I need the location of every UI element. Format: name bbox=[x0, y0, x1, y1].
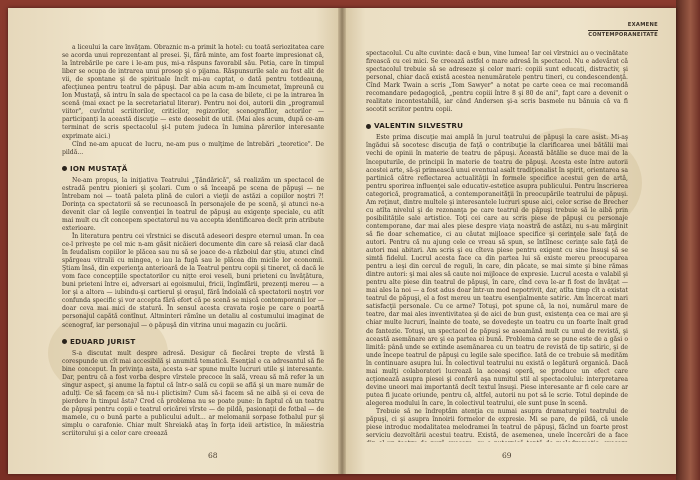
bullet-icon bbox=[62, 339, 67, 344]
paragraph: a liceului la care învăţam. Obraznic m-a primit la hotel: cu toată seriozitatea care se acorda unui reprezentant al presei. Şi, fără minte, am fost foarte impresionat că, la întrebările pe care i le-am pus, mi-a răspuns favorabil său. Petia, care în timpul liber se ocupa de intrarea unui prosop şi o pijama. Răspunsurile sale au fost alit de vii, de spontane şi de spirituale încît mi-au captat, o dată pentru totdeauna, afecţiunea pentru teatrul de păpuşi. Dar abia acum m-am încumetat, împreună cu Ion Mustaţă, să intru în sala de spectacol ca pe la casa de bilete, ci pe la intrarea în scenă (mai exact pe la secretariatul literar). Pentru noi doi, autorii din „programul viitor", cuvîntul scriitorilor, criticilor, regizorilor, scenografilor, actorilor — participanţi la această discuţie — este deosebit de util. (Mai ales acum, după ce-am terminat de scris spectacolul şi-l putem judeca în lumina părerilor interesante exprimate aici.) bbox=[62, 44, 324, 140]
paragraph: În literatura pentru cei vîrstnici se discută adeseori despre eternul uman. În cea ce-l priveşte pe cel mic n-am găsit nicăieri documente din care să reiasă clar dacă în feudalism copiilor le plăcea sau nu să se joace de-a războiul dar ştiu, atunci cînd spărgeau vitralii cu mingea, o iau la fugă sau le plăcea din micile lor economii. Ştiam însă, din experienţa anterioară de la Teatrul pentru copii şi tineret, că dacă le vom face concepţiile spectatorilor cu niţte eroi veseli, buni prieteni cu învăţătura, buni prieteni între ei, adversari ai egoismului, fricii, îngîmfării, prezenţi mereu — a lor şi a altora — iubindu-şi cartierul şi oraşul, fără îndoială că spectatorii noştri vor confunda specific şi vor accepta fără efort că pe scenă se mişcă contemporanii lor — doar ceva mai mici de statură. În sensul acesta cravata roşie pe care o poartă personajul capătă contînut. Altminteri rămîne un detaliu al costumului imaginat de scenograf, iar personajul — o păpuşă din vitrina unui magazin cu jucării. bbox=[62, 232, 324, 329]
left-page-number: 68 bbox=[208, 451, 218, 460]
bullet-icon bbox=[366, 124, 371, 129]
running-head-rule bbox=[588, 30, 658, 31]
paragraph: Cînd ne-am apucat de lucru, ne-am pus o mulţime de întrebări „teoretice". De pildă... bbox=[62, 140, 324, 156]
book-gutter bbox=[338, 8, 346, 474]
paragraph: spectacolul. Cu alte cuvinte: dacă e bun, vine lumea! Iar cei vîrstnici au o vecinătate firească cu cei mici. Se creează astfel o mare adresă în spectacol. Nu e adevărat că spectacolul trebuie sǎ se adreseze şi celor mari: copiii sunt educați, distractiv, şi personal, chiar dacă există acestea nenumăratele pentru tineri, cu condescendenţă. Cînd Mark Twain a scris „Tom Sawyer" a notat pe carte ceea ce mai recomandă recomandare pedagogică, „pentru copiii între 8 şi 80 de ani", fapt care a devenit o realitate incontestabilă, iar când Andersen şi-a scris basmele nu bănuia că va fi socotit scriitor pentru copii. bbox=[366, 50, 628, 114]
right-page-number: 69 bbox=[502, 451, 512, 460]
section-heading bbox=[366, 121, 628, 130]
book-cover-edge bbox=[676, 0, 700, 480]
right-page-text bbox=[366, 50, 628, 442]
running-head-line1: EXAMENE bbox=[627, 22, 658, 28]
book-spread bbox=[8, 8, 676, 474]
paragraph: Este prima discuţie mai amplă în jurul teatrului de păpuşi la care asist. Mi-aş îngădui să socotesc discuţia de faţă o contribuţie la clarificarea unei bătălii mai vechi de opinii în materie de teatru de păpuşi. Această bătălie se duce mai de la începuturile, de principii în materie de teatru de păpuşi. Acesta este între autorii acestei arte, să-şi primească unui eventual asalt tradiţionalist în spirit, orientarea sa partinică către reflectarea actualităţii în formele specifice acestui gen de artă, pentru sporirea influenţei sale educativ-estetice asupra publicului. Pentru înscrierea categorică, programatică, a contemporaneităţii în preocupările teatrului de păpuşi. Am reţinut, dintre multele şi interesantele lucruri spuse aici, celor scrise de Brecher cu atîta nivelul şi de rezonanţa pe care teatrul de păpuşi trebuie să le aibă prin posibilitățile sale artistice. Toţi cei care au scris piese de păpuşi cu personaje contemporane, dar mai ales piese despre viaţa noastră de astăzi, nu s-au mărginit să fie doar schematice, ci au căutat mijloace specifice şi cerinţele sale faţă de autori. Pentru că nu ajung cele ce vreau să spun, se întîlnesc cerinţe sale faţă de autori mai abitari. Am scris şi eu cîteva piese pentru exigent cu sine însuşi să se simtă fidelul. Lucrul acesta face ca din partea lui să existe mereu preocuparea pentru a ieşi din cercul de reguli, în care, din păcate, se mai simte şi bine rămas dintre autori: şi mai ales să caute noi mijloace de expresie. Lucrul acesta e valabil şi pentru alte piese din teatrul de păpuşi, în care, cînd ceva le-ar fi fost de învăţat — mai ales la noi — a fost adus doar într-un mod nepotrivit, dar, atîta timp cît a existat teatrul de păpuşi, el a fost mereu un teatru esenţialmente satiric. Am încercat mari satisfacţii personale. Cu ce arme? Totuşi, pot spune că, la noi, numărul mare de teatre, dar mai ales inventivitatea şi de aici de bun gust, existenţa cea ce mai are şi chiar multe lucruri, înainte de toate, se dovedeşte un teatru cu un foarte înalt grad de fantezie. Totuşi, un spectacol de păpuşi se aseamănă mult cu unul de revistă, şi această asemănare are şi ea partea ei bună. Problema care se pune este de a găsi o limită: până unde se extinde asemănarea cu un teatru de revistă de tip satiric, şi de unde începe teatrul de păpuşi cu legile sale specifice. Iată de ce trebuie să medităm în continuare asupra lui. În colectivul teatrului nu există o legătură organică. Dacă mai mulţi colaboratori lucrează la aceeaşi operă, se produce un efect care acţionează asupra piesei şi conferă aşa numitul stil al spectacolului: interpretarea devine uneori mai importantă decît textul însuşi. Piese interesante ar fi cele care ar putea fi jucate oriunde, pentru că, altfel, autorii nu pot să le scrie. Totul depinde de alegerea modului în care, în colectivul teatrului, ele sunt puse în scenă. bbox=[366, 134, 628, 407]
left-page-text bbox=[62, 44, 324, 438]
paragraph: Ne-am propus, la iniţiativa Teatrului „Ţăndărică", să realizăm un spectacol de estradă pentru pionieri şi şcolari. Cum o să înceapă pe scena de păpuşi — ne întrebam noi — toată paleta plină de culori a vieţii de astăzi a copiilor noştri ?! Dorinţa ca spectatorii să se recunoască în personajele de pe scenă, şi atunci ne-a devenit clar că legile convenţiei în teatrul de păpuşi au exigenţe speciale, cu atît mai mult cu cît concepem spectatorul nu va accepta identificarea decît prin atribute exterioare. bbox=[62, 176, 324, 232]
paragraph: S-a discutat mult despre adresă. Desigur că fiecărei trepte de vîrstă îi corespunde un cît mai accesibilă şi anumită tematică. Esenţial e ca adresantul să fie bine conceput. În privinţa asta, acesta s-ar spune multe lucruri utile şi interesante. Dar, pentru că a fost vorba despre vîrstele precoce în sală, vreau să mă refer la un singur aspect, şi anume la faptul că într-o sală cu copii se află şi un mare număr de adulţi. Ce să facem ca să nu-i plictisim? Cum să-i facem să ne aibă și ei ceva de pierdere în timpul ăsta? Cred cǎ problema nu se poate pune: în faptul cǎ un teatru de pǎpuşi pentru copii e teatrul oricǎrei vîrste — de pildǎ, pasionaţii de fotbal — de mamele, cu o bunǎ parte a publicului adult... ar melomanii sorpase fotbalul pur şi simplu o carafonie. Chiar mult Shreiakǎ ataş în forţa ideii artistice, în măiestria scriitorului şi a celor care creează bbox=[62, 349, 324, 438]
section-heading-text: VALENTIN SILVESTRU bbox=[374, 121, 464, 131]
section-heading bbox=[62, 337, 324, 346]
bullet-icon bbox=[62, 166, 67, 171]
right-page bbox=[342, 8, 676, 474]
left-page bbox=[8, 8, 342, 474]
paragraph: Trebuie să ne îndreptăm atenţia cu numai asupra dramaturgiei teatrului de păpuşi, ci şi asupra înnoirii formelor de expresie. Mi se pare, de pildă, că unele piese introduc modalitatea melodramei în teatrul de păpuşi, făcînd un foarte prost serviciu dezvoltării acestui teatru. Există, de asemenea, unele încercări de a face bbox=[366, 407, 628, 440]
section-heading-text: EDUARD JURIST bbox=[70, 336, 136, 346]
section-heading-text: ION MUSTAŢĂ bbox=[70, 163, 128, 173]
running-head bbox=[588, 22, 658, 38]
section-heading bbox=[62, 164, 324, 173]
running-head-line2: CONTEMPORANEITATE bbox=[588, 31, 658, 38]
